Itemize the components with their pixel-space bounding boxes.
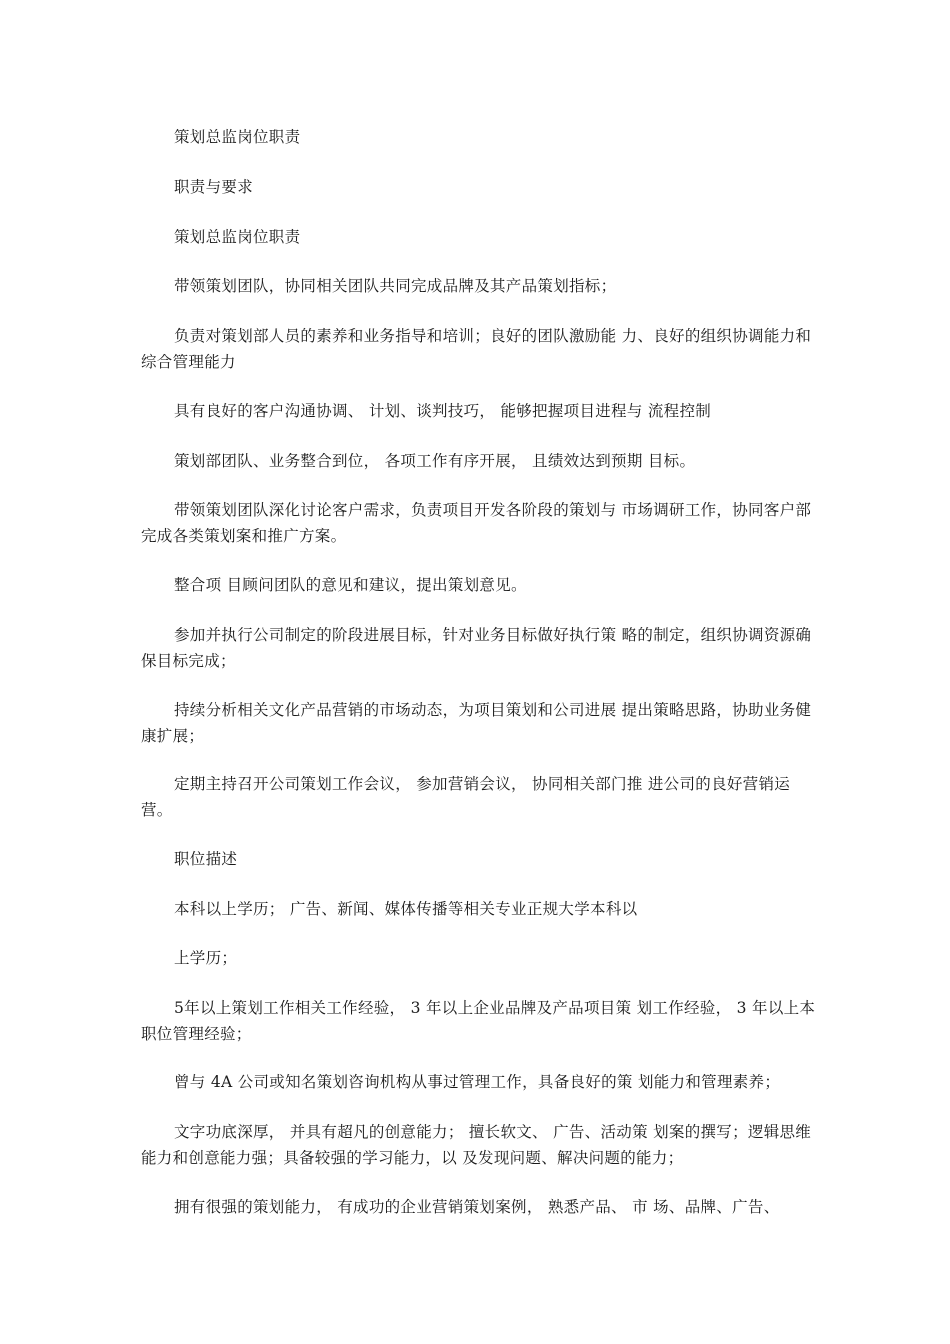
doc-title: 策划总监岗位职责 [174, 128, 301, 146]
paragraph: 策划部团队、业务整合到位， 各项工作有序开展， 且绩效达到预期 目标。 [174, 452, 696, 470]
paragraph: 拥有很强的策划能力， 有成功的企业营销策划案例， 熟悉产品、 市 场、品牌、广告、 [174, 1198, 780, 1216]
paragraph: 曾与 4A 公司或知名策划咨询机构从事过管理工作，具备良好的策 划能力和管理素养； [174, 1073, 781, 1091]
paragraph: 负责对策划部人员的素养和业务指导和培训；良好的团队激励能 力、良好的组织协调能力和综合管理能力 [141, 327, 812, 371]
paragraph: 整合项 目顾问团队的意见和建议，提出策划意见。 [174, 576, 527, 594]
paragraph: 本科以上学历； 广告、新闻、媒体传播等相关专业正规大学本科以 [174, 900, 638, 918]
section-heading: 职责与要求 [174, 178, 254, 196]
paragraph: 参加并执行公司制定的阶段进展目标，针对业务目标做好执行策 略的制定，组织协调资源确保目标完成； [141, 626, 812, 670]
paragraph: 持续分析相关文化产品营销的市场动态，为项目策划和公司进展 提出策略思路，协助业务健康扩展； [141, 701, 812, 745]
paragraph: 定期主持召开公司策划工作会议， 参加营销会议， 协同相关部门推 进公司的良好营销运营。 [141, 775, 791, 819]
paragraph: 5年以上策划工作相关工作经验， 3 年以上企业品牌及产品项目策 划工作经验， 3 年以上本职位管理经验； [141, 999, 816, 1043]
paragraph: 上学历； [174, 949, 238, 967]
section-heading: 策划总监岗位职责 [174, 228, 301, 246]
section-heading: 职位描述 [174, 850, 238, 868]
paragraph: 文字功底深厚， 并具有超凡的创意能力； 擅长软文、 广告、活动策 划案的撰写；逻辑思维能力和创意能力强；具备较强的学习能力，以 及发现问题、解决问题的能力； [141, 1123, 812, 1167]
paragraph: 带领策划团队深化讨论客户需求，负责项目开发各阶段的策划与 市场调研工作，协同客户部完成各类策划案和推广方案。 [141, 501, 812, 545]
paragraph: 具有良好的客户沟通协调、 计划、谈判技巧， 能够把握项目进程与 流程控制 [174, 402, 712, 420]
paragraph: 带领策划团队，协同相关团队共同完成品牌及其产品策划指标； [174, 277, 617, 295]
